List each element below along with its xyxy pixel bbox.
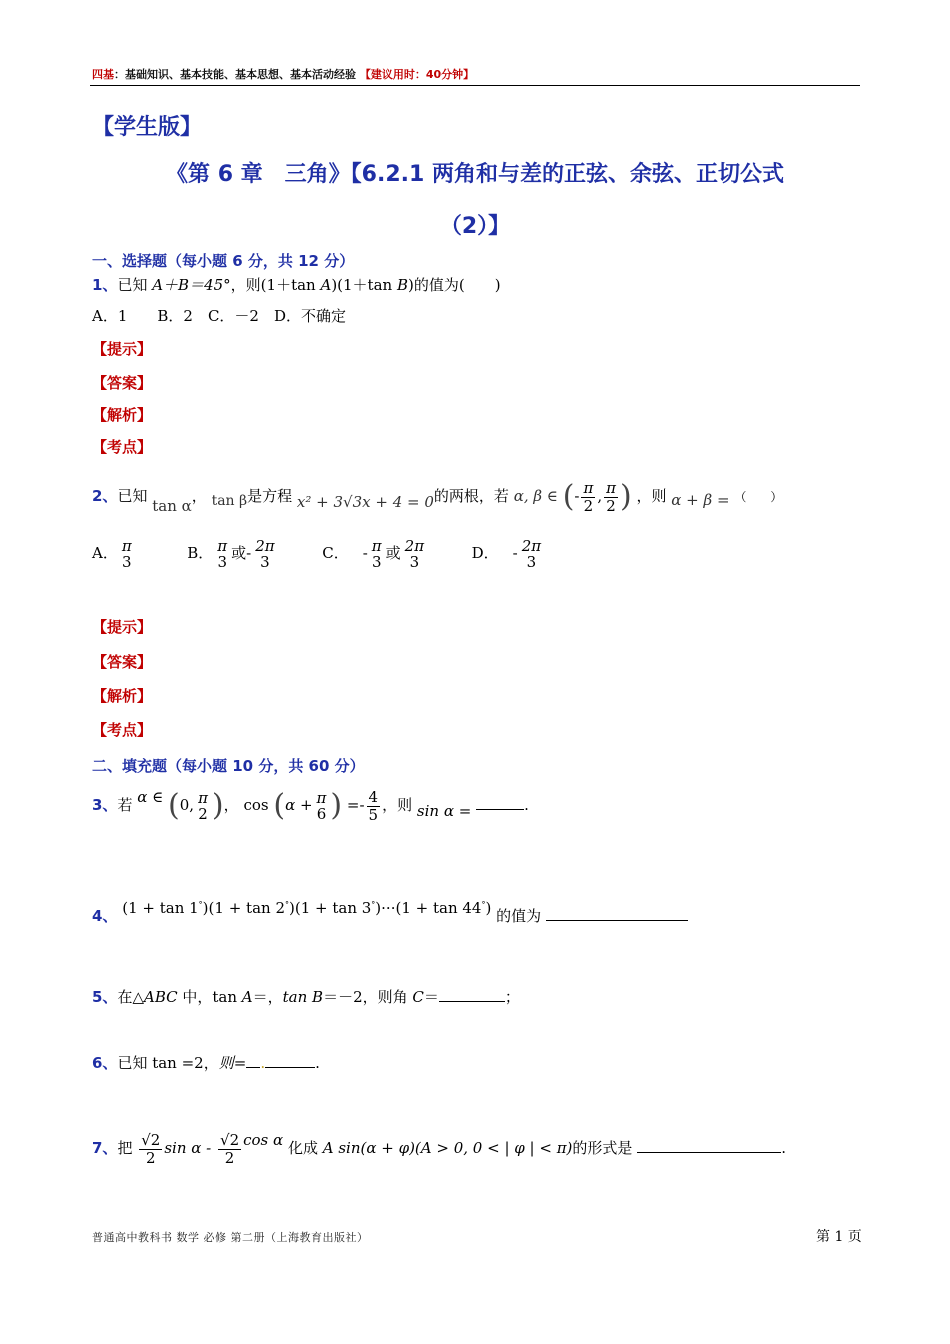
question-7-number: 7、 [92, 1139, 118, 1157]
option-a: A． π 3 [92, 536, 132, 571]
answer-blank-5[interactable] [439, 1001, 505, 1002]
header-label: 四基 [92, 68, 114, 81]
answer-blank-3[interactable] [476, 809, 524, 810]
question-2-number: 2、 [92, 487, 118, 505]
option-d: D． - 2π 3 [471, 536, 542, 571]
question-6: 6、已知 tan =2，则= . . [92, 1054, 320, 1072]
header-time: 【建议用时：40分钟】 [359, 68, 475, 81]
answer-tag-2: 【答案】 [92, 653, 153, 671]
question-3-number: 3、 [92, 796, 118, 814]
option-c: C． - π 3 或 2π 3 [322, 536, 425, 571]
section-2-heading: 二、填充题（每小题 10 分，共 60 分） [92, 757, 365, 775]
question-2-equation: x² + 3√3x + 4 = 0 [296, 493, 434, 511]
page-title: 《第 6 章 三角》【6.2.1 两角和与差的正弦、余弦、正切公式 [166, 162, 784, 187]
question-1: 1、已知 A＋B＝45°，则(1＋tan A)(1＋tan B)的值为( ) [92, 276, 501, 294]
answer-blank-6[interactable] [265, 1067, 315, 1068]
question-7: 7、把 $\frac{√2}{2}$ sin α - $\frac{√2}{2}$ cos α 化成 A sin(α + φ)(A > 0, 0 < | φ | < π)的形式是 . [92, 1131, 786, 1167]
question-3: 3、若 α ∈ (0, π 2 )， cos (α + π 6 ) =- $\frac{4}{5}$ ，则 sin α = . [92, 788, 529, 824]
analysis-tag-2: 【解析】 [92, 687, 153, 705]
answer-blank-4[interactable] [546, 920, 688, 921]
hint-tag: 【提示】 [92, 340, 153, 358]
page-footer: 普通高中教科书 数学 必修 第二册（上海教育出版社） [92, 1231, 369, 1244]
question-5: 5、在△ABC 中，tan A＝，tan B＝－2，则角 C＝ ； [92, 988, 520, 1006]
page-number: 第 1 页 [816, 1229, 862, 1245]
question-4-number: 4、 [92, 907, 118, 925]
page-title-line2: （2）】 [439, 214, 511, 239]
answer-blank-7[interactable] [637, 1152, 781, 1153]
question-2: 2、已知 tan α， tan β是方程 x² + 3√3x + 4 = 0的两根，若 α, β ∈ (- $\frac{\pi}{2}$ , $\frac{\pi}{2}$ ) ，则 α + β = （ ） [92, 479, 783, 515]
point-tag-2: 【考点】 [92, 721, 153, 739]
section-1-heading: 一、选择题（每小题 6 分，共 12 分） [92, 252, 355, 270]
question-1-condition: A＋B＝45° [152, 276, 231, 294]
point-tag: 【考点】 [92, 438, 153, 456]
page-header [92, 66, 474, 82]
question-5-number: 5、 [92, 988, 118, 1006]
hint-tag-2: 【提示】 [92, 618, 153, 636]
question-7-form: A sin(α + φ)(A > 0, 0 < | φ | < π) [322, 1139, 573, 1157]
question-4: 4、 (1 + tan 1°)(1 + tan 2°)(1 + tan 3°)···(1 + tan 44°) 的值为 [92, 893, 688, 933]
analysis-tag: 【解析】 [92, 406, 153, 424]
question-2-options [92, 530, 545, 576]
question-1-number: 1、 [92, 276, 118, 294]
header-rule [90, 85, 860, 86]
answer-tag: 【答案】 [92, 374, 153, 392]
header-text: ：基础知识、基本技能、基本思想、基本活动经验 [114, 68, 356, 81]
version-label: 【学生版】 [92, 115, 203, 140]
option-b: B． π 3 或- 2π 3 [187, 536, 275, 571]
question-1-options: A．1 B．2 C．－2 D．不确定 [92, 307, 346, 325]
question-6-number: 6、 [92, 1054, 118, 1072]
